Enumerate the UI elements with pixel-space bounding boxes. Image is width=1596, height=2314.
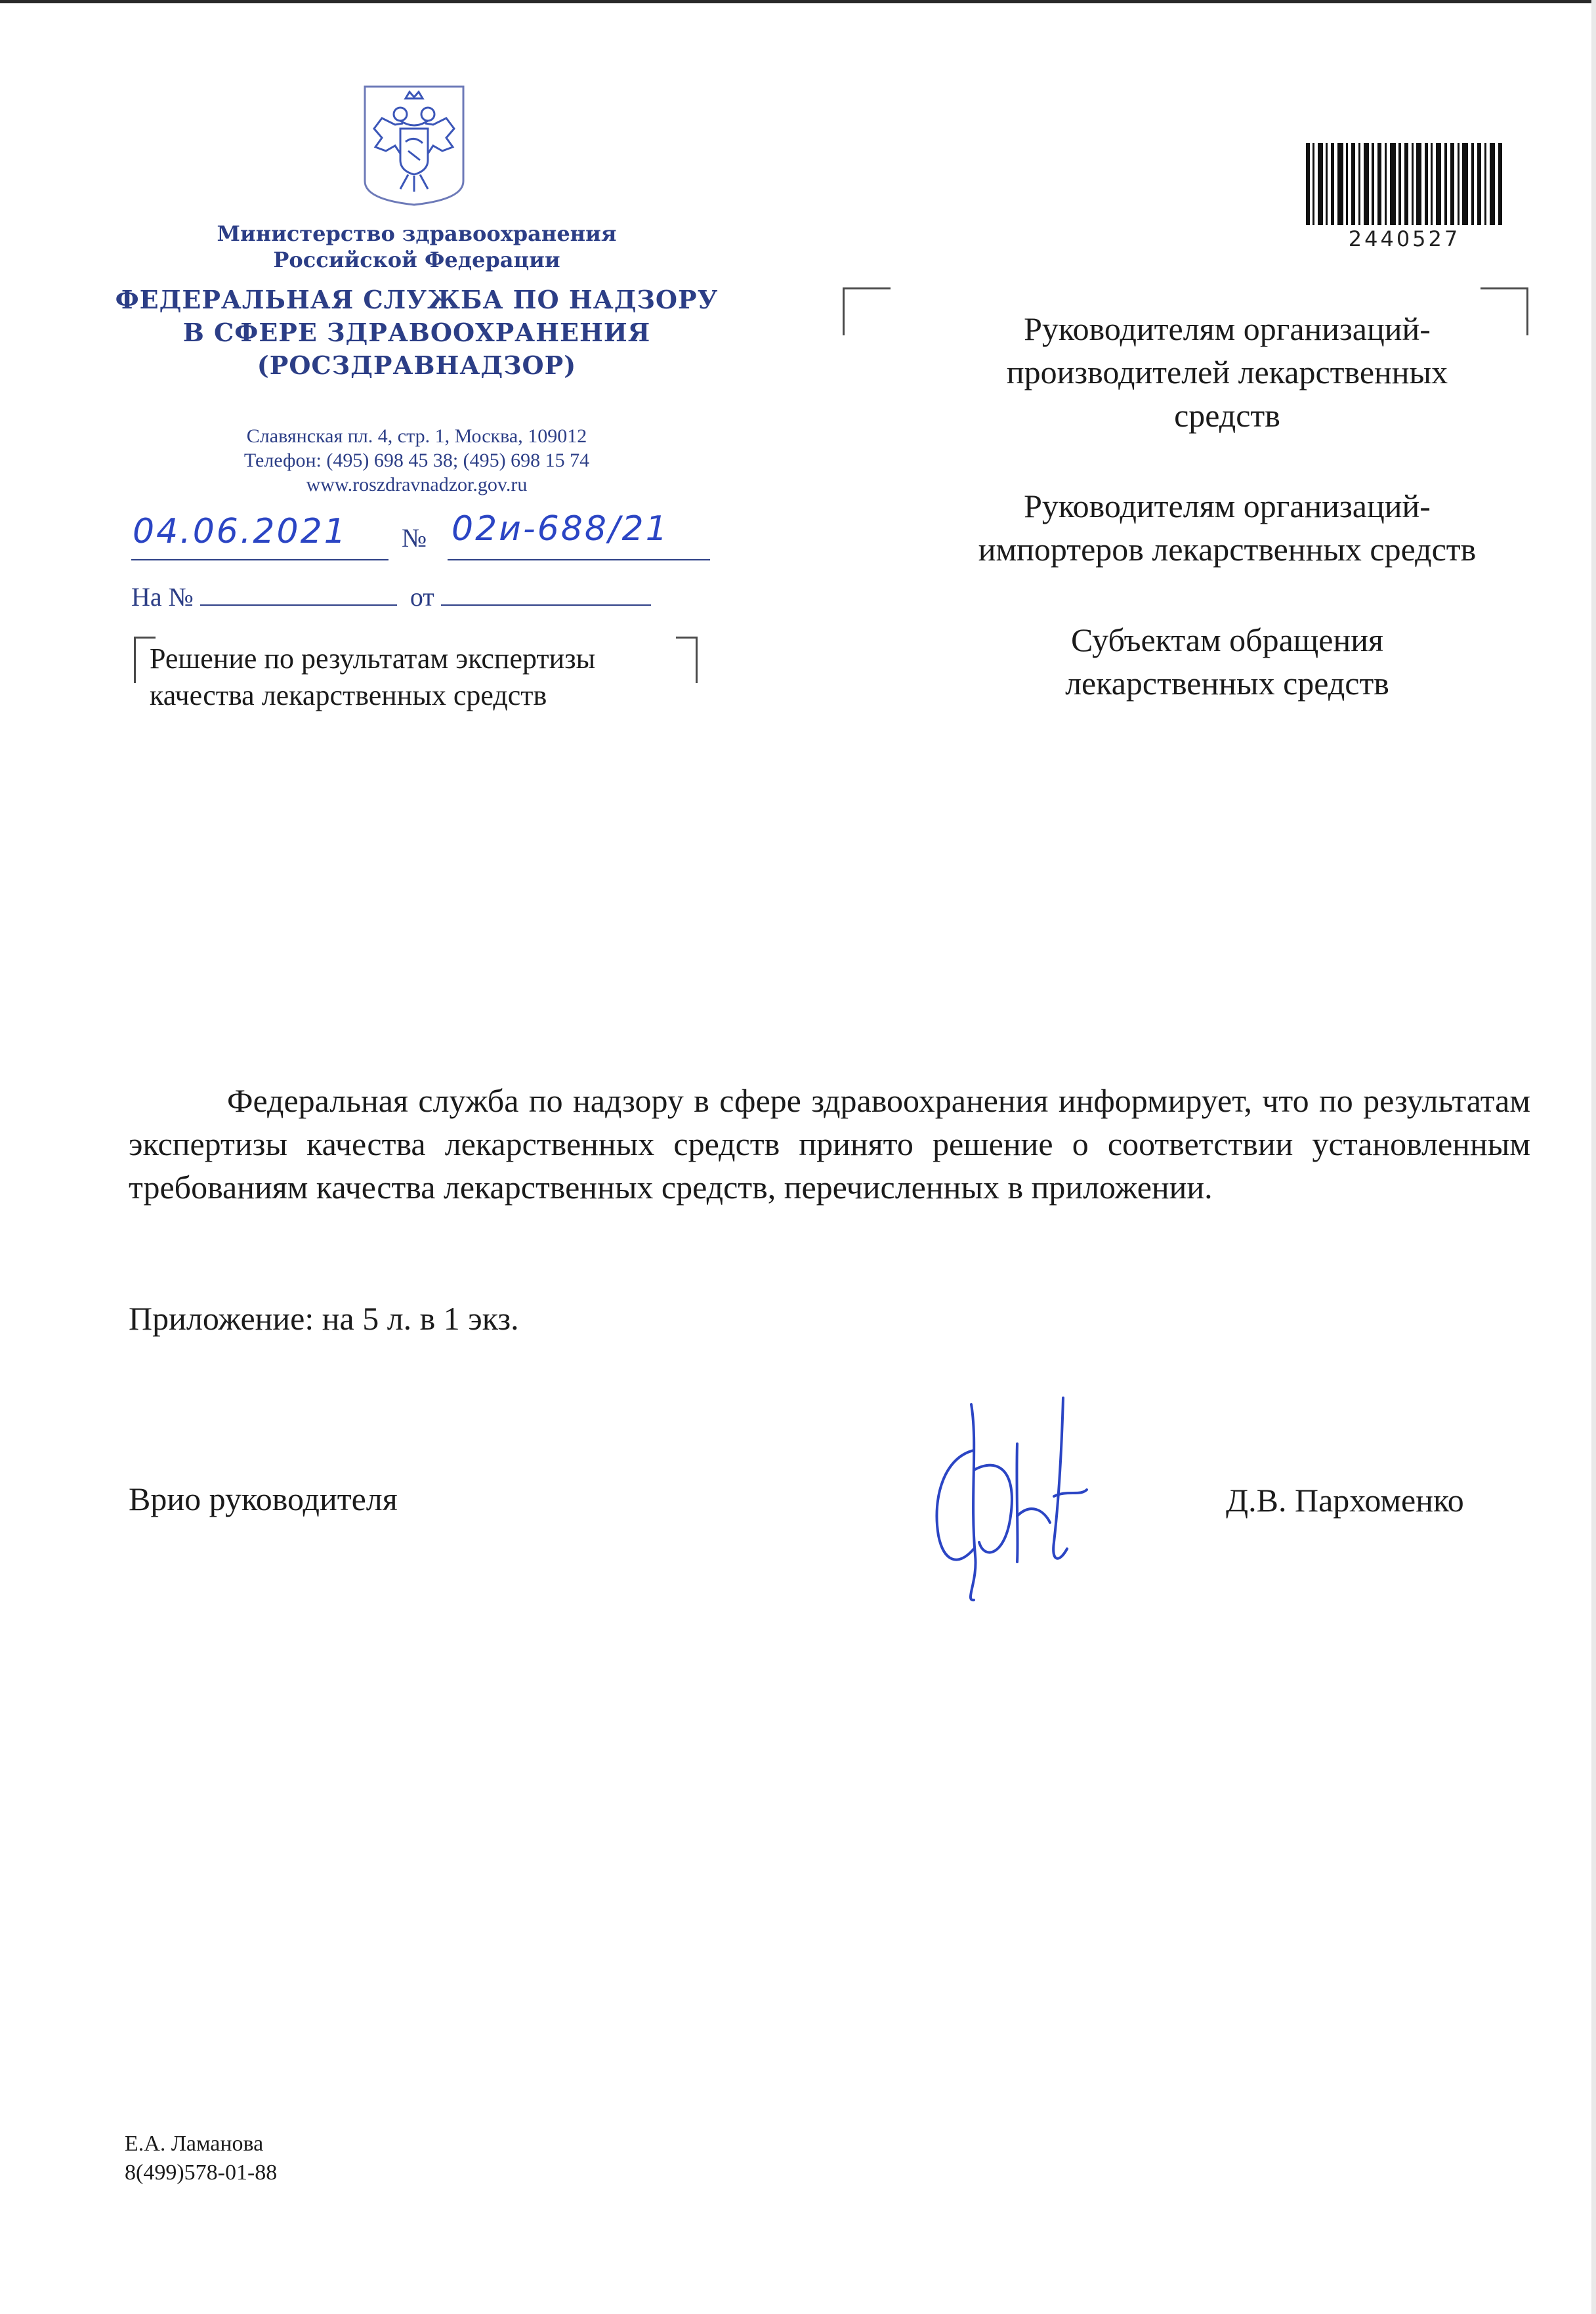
ministry-line1: Министерство здравоохранения bbox=[217, 221, 617, 246]
agency-line3: (РОСЗДРАВНАДЗОР) bbox=[257, 350, 577, 380]
recipient-line: Руководителям организаций- bbox=[1024, 488, 1431, 524]
attachment-note: Приложение: на 5 л. в 1 экз. bbox=[129, 1300, 519, 1337]
letter-subject bbox=[150, 641, 714, 714]
executor-phone: 8(499)578-01-88 bbox=[125, 2160, 278, 2185]
recipient-manufacturers bbox=[899, 307, 1555, 437]
signatory-name: Д.В. Пархоменко bbox=[1226, 1482, 1464, 1519]
barcode-number: 2440527 bbox=[1348, 226, 1461, 251]
reply-number-label: На № bbox=[131, 582, 194, 612]
recipient-line: средств bbox=[1174, 397, 1280, 434]
russian-coat-of-arms-icon bbox=[360, 83, 469, 207]
reply-date-blank bbox=[441, 604, 651, 606]
scan-right-edge bbox=[1591, 0, 1596, 2314]
signatory-position: Врио руководителя bbox=[129, 1481, 398, 1517]
subject-line1: Решение по результатам экспертизы bbox=[150, 642, 596, 675]
ministry-line2: Российской Федерации bbox=[273, 247, 560, 272]
recipient-bracket-left bbox=[843, 287, 891, 335]
recipient-circulation-subjects bbox=[899, 618, 1555, 705]
agency-name bbox=[112, 284, 722, 382]
executor-info bbox=[125, 2130, 277, 2187]
recipient-line: лекарственных средств bbox=[1065, 665, 1389, 702]
recipient-line: Субъектам обращения bbox=[1071, 621, 1383, 658]
number-sign: № bbox=[402, 523, 427, 553]
agency-contacts bbox=[131, 424, 702, 497]
agency-line2: В СФЕРЕ ЗДРАВООХРАНЕНИЯ bbox=[182, 318, 651, 347]
agency-address: Славянская пл. 4, стр. 1, Москва, 109012 bbox=[246, 425, 587, 447]
scan-top-edge bbox=[0, 0, 1596, 3]
recipient-line: Руководителям организаций- bbox=[1024, 310, 1431, 347]
recipient-importers bbox=[899, 484, 1555, 571]
handwritten-date: 04.06.2021 bbox=[133, 512, 348, 551]
recipient-line: производителей лекарственных bbox=[1006, 354, 1448, 390]
recipient-line: импортеров лекарственных средств bbox=[978, 531, 1477, 568]
ministry-name bbox=[184, 221, 650, 273]
reply-number-blank bbox=[200, 604, 397, 606]
reply-from-label: от bbox=[410, 582, 434, 612]
recipients-block bbox=[899, 307, 1555, 752]
number-underline bbox=[448, 559, 710, 560]
handwritten-signature bbox=[919, 1391, 1102, 1608]
agency-phone: Телефон: (495) 698 45 38; (495) 698 15 74 bbox=[243, 450, 590, 471]
agency-website: www.roszdravnadzor.gov.ru bbox=[306, 474, 528, 495]
agency-line1: ФЕДЕРАЛЬНАЯ СЛУЖБА ПО НАДЗОРУ bbox=[115, 285, 719, 314]
reply-reference-line bbox=[131, 581, 651, 612]
executor-name: Е.А. Ламанова bbox=[125, 2132, 264, 2156]
barcode-icon bbox=[1306, 143, 1503, 225]
letter-body: Федеральная служба по надзору в сфере здравоохранения информирует, что по результатам экспертизы качества лекарственных средств принято решение о соответствии установленным требованиям качества лекарственных средств, перечисленных в приложении. bbox=[129, 1082, 1530, 1206]
subject-line2: качества лекарственных средств bbox=[150, 679, 547, 711]
handwritten-number: 02и-688/21 bbox=[452, 509, 669, 549]
date-underline bbox=[131, 559, 388, 560]
registration-line bbox=[131, 509, 788, 568]
